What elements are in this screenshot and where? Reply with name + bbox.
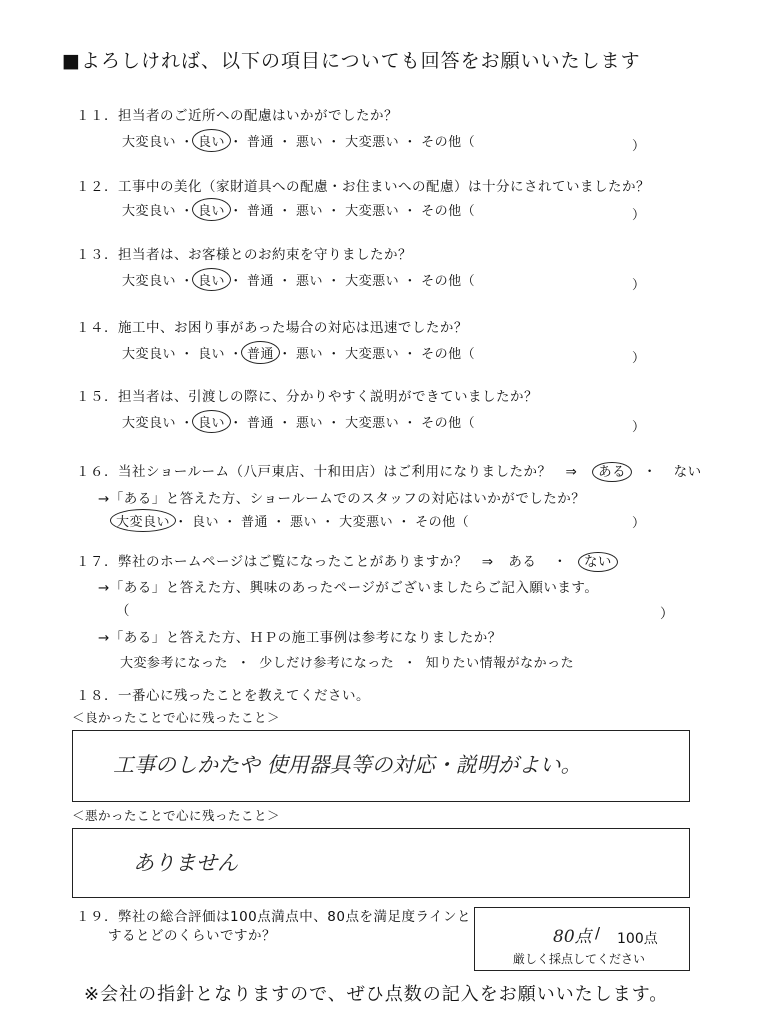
separator: ・ [229, 416, 243, 431]
q17-answer-no[interactable]: ない [578, 552, 618, 572]
option-0[interactable]: 大変良い [122, 416, 177, 431]
q16-option-0[interactable]: 大変良い [110, 509, 176, 532]
close-paren: ） [632, 278, 646, 293]
question-17-label: １７．弊社のホームページはご覧になったことがありますか？ ⇒ ある ・ ない [76, 550, 612, 570]
option-2[interactable]: 普通 [247, 274, 275, 289]
separator: ・ [278, 274, 292, 289]
option-4[interactable]: 大変悪い [345, 416, 400, 431]
q19-score-box[interactable] [474, 907, 690, 971]
question-19-label-1: １９．弊社の総合評価は100点満点中、80点を満足度ラインと [76, 909, 472, 925]
q18-bad-answer: ありません [133, 851, 238, 875]
option-1[interactable]: 良い [198, 347, 226, 362]
separator: ・ [327, 274, 341, 289]
q16-answer-no[interactable]: ない [673, 464, 702, 480]
q17-answer-yes[interactable]: ある [508, 554, 537, 570]
separator: ・ [397, 515, 411, 530]
separator: ・ [327, 347, 341, 362]
q17-option[interactable]: 知りたい情報がなかった [425, 656, 575, 671]
separator: ・ [327, 416, 341, 431]
separator: ・ [278, 347, 292, 362]
option-2[interactable]: 普通 [241, 341, 280, 364]
separator: ・ [278, 135, 292, 150]
separator: ・ [229, 204, 243, 219]
question-18-label: １８．一番心に残ったことを教えてください。 [76, 688, 370, 704]
separator: ・ [327, 204, 341, 219]
question-12-options [122, 200, 475, 219]
close-paren: ） [632, 208, 646, 223]
q16-option-5[interactable]: その他（ [415, 515, 470, 530]
q17-followup-2: →「ある」と答えた方、ＨＰの施工事例は参考になりましたか？ [98, 630, 502, 646]
separator: ・ [403, 274, 417, 289]
q18-good-label: ＜良かったことで心に残ったこと＞ [72, 710, 281, 725]
separator: ・ [180, 416, 194, 431]
q18-good-answer: 工事のしかたや 使用器具等の対応・説明がよい。 [113, 753, 582, 777]
close-paren: ） [632, 420, 646, 435]
option-5[interactable]: その他（ [421, 347, 476, 362]
option-3[interactable]: 悪い [296, 416, 324, 431]
option-1[interactable]: 良い [192, 198, 231, 221]
question-11-label: １１．担当者のご近所への配慮はいかがでしたか？ [76, 108, 398, 124]
close-paren: ） [632, 351, 646, 366]
separator: ・ [180, 274, 194, 289]
q17-followup-1: →「ある」と答えた方、興味のあったページがございましたらご記入願います。 [98, 580, 599, 596]
footer-note: ※会社の指針となりますので、ぜひ点数の記入をお願いいたします。 [84, 984, 669, 1005]
option-1[interactable]: 良い [192, 268, 231, 291]
option-4[interactable]: 大変悪い [345, 204, 400, 219]
option-2[interactable]: 普通 [247, 416, 275, 431]
question-13-options [122, 270, 475, 289]
option-1[interactable]: 良い [192, 129, 231, 152]
q16-option-4[interactable]: 大変悪い [339, 515, 394, 530]
separator: ・ [180, 347, 194, 362]
separator: ・ [180, 135, 194, 150]
question-14-label: １４．施工中、お困り事があった場合の対応は迅速でしたか？ [76, 320, 468, 336]
page-title: ■よろしければ、以下の項目についても回答をお願いいたします [62, 50, 641, 72]
q17-options: 大変参考になった ・ 少しだけ参考になった ・ 知りたい情報がなかった [120, 656, 575, 671]
q17-open-paren: （ [116, 603, 130, 619]
separator: ・ [321, 515, 335, 530]
q16-option-3[interactable]: 悪い [290, 515, 318, 530]
option-5[interactable]: その他（ [421, 135, 476, 150]
separator: ・ [272, 515, 286, 530]
question-13-label: １３．担当者は、お客様とのお約束を守りましたか？ [76, 247, 412, 263]
q19-max: 100点 [617, 931, 658, 947]
option-3[interactable]: 悪い [296, 274, 324, 289]
separator: ・ [327, 135, 341, 150]
q17-option[interactable]: 大変参考になった [120, 656, 229, 671]
separator: ・ [223, 515, 237, 530]
separator: ・ [174, 515, 188, 530]
question-15-label: １５．担当者は、引渡しの際に、分かりやすく説明ができていましたか？ [76, 389, 538, 405]
option-1[interactable]: 良い [192, 410, 231, 433]
separator: ・ [403, 347, 417, 362]
q16-followup: →「ある」と答えた方、ショールームでのスタッフの対応はいかがでしたか？ [98, 491, 586, 507]
option-4[interactable]: 大変悪い [345, 135, 400, 150]
question-12-label: １２．工事中の美化（家財道具への配慮・お住まいへの配慮）は十分にされていましたか？ [76, 179, 650, 195]
separator: ・ [229, 347, 243, 362]
q19-note: 厳しく採点してください [513, 952, 646, 966]
q18-bad-answer-box[interactable] [72, 828, 690, 898]
q16-close-paren: ） [632, 516, 646, 531]
q19-score: 80点 [553, 927, 592, 947]
q16-option-1[interactable]: 良い [192, 515, 220, 530]
separator: ・ [403, 204, 417, 219]
separator: ・ [229, 274, 243, 289]
close-paren: ） [632, 139, 646, 154]
q16-option-2[interactable]: 普通 [241, 515, 269, 530]
question-19-label-2: するとどのくらいですか？ [108, 928, 276, 944]
q18-good-answer-box[interactable] [72, 730, 690, 802]
option-4[interactable]: 大変悪い [345, 347, 400, 362]
question-11-options [122, 131, 475, 150]
separator: ・ [180, 204, 194, 219]
q16-answer-yes[interactable]: ある [592, 462, 632, 482]
separator: ・ [229, 135, 243, 150]
option-3[interactable]: 悪い [296, 204, 324, 219]
q17-option[interactable]: 少しだけ参考になった [259, 656, 395, 671]
option-0[interactable]: 大変良い [122, 135, 177, 150]
option-0[interactable]: 大変良い [122, 204, 177, 219]
option-3[interactable]: 悪い [296, 135, 324, 150]
option-5[interactable]: その他（ [421, 416, 476, 431]
q19-slash: / [595, 924, 601, 942]
question-14-options [122, 343, 475, 362]
q18-bad-label: ＜悪かったことで心に残ったこと＞ [72, 808, 281, 823]
option-3[interactable]: 悪い [296, 347, 324, 362]
q17-close-paren: ） [660, 606, 674, 622]
separator: ・ [278, 416, 292, 431]
separator: ・ [403, 135, 417, 150]
option-0[interactable]: 大変良い [122, 347, 177, 362]
q16-options [116, 511, 469, 530]
separator: ・ [278, 204, 292, 219]
option-5[interactable]: その他（ [421, 204, 476, 219]
option-2[interactable]: 普通 [247, 204, 275, 219]
option-0[interactable]: 大変良い [122, 274, 177, 289]
question-16-label: １６．当社ショールーム（八戸東店、十和田店）はご利用になりましたか？ ⇒ ある ・ ない [76, 464, 702, 480]
option-2[interactable]: 普通 [247, 135, 275, 150]
question-15-options [122, 412, 475, 431]
separator: ・ [403, 416, 417, 431]
option-4[interactable]: 大変悪い [345, 274, 400, 289]
option-5[interactable]: その他（ [421, 274, 476, 289]
